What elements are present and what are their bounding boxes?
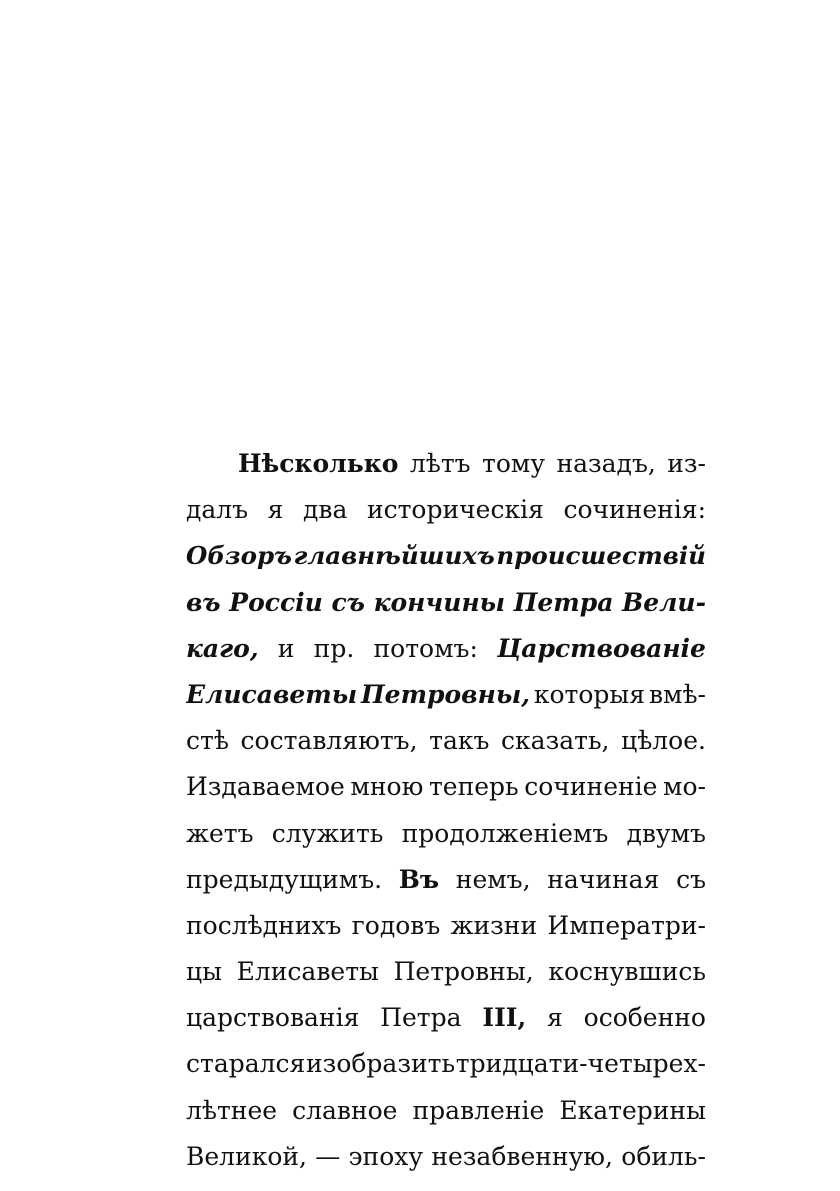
word: незабвенную,	[431, 1141, 613, 1171]
word: обиль-	[621, 1141, 706, 1171]
text-line-7	[186, 718, 706, 764]
word: Елисаветы	[236, 957, 379, 987]
word: царствованія	[186, 1003, 360, 1033]
word: славное	[292, 1095, 398, 1125]
word: я	[267, 495, 284, 525]
word: тридцати-четырех-	[455, 1049, 706, 1079]
word: кончины	[373, 587, 506, 617]
text-line-13	[186, 995, 706, 1041]
text-line-10	[186, 857, 706, 903]
word: Петра	[513, 587, 614, 617]
word: Екатерины	[559, 1095, 706, 1125]
word: цы	[186, 957, 222, 987]
word: такъ	[429, 726, 490, 756]
text-line-3	[186, 533, 706, 579]
word: которыя	[533, 679, 646, 709]
word: изобразить	[306, 1049, 456, 1079]
word: послѣднихъ	[186, 910, 342, 940]
word: Издаваемое	[186, 772, 345, 802]
word: теперь	[428, 772, 519, 802]
text-line-14	[186, 1041, 706, 1087]
word: стѣ	[186, 726, 229, 756]
word: Россіи	[229, 587, 323, 617]
text-line-2	[186, 487, 706, 533]
word: Петровны,	[361, 679, 530, 709]
word: жизни	[450, 910, 538, 940]
word: Великой,	[186, 1141, 307, 1171]
word: мною	[350, 772, 424, 802]
word: пр.	[313, 633, 355, 663]
word: и	[277, 633, 295, 663]
word: немъ,	[455, 864, 531, 894]
word: двумъ	[626, 818, 706, 848]
word: старался	[186, 1049, 306, 1079]
word: каго,	[186, 633, 259, 663]
word: правленіе	[412, 1095, 545, 1125]
text-line-4	[186, 580, 706, 626]
word: историческія	[366, 495, 544, 525]
word: Въ	[398, 864, 440, 894]
word: жетъ	[186, 818, 254, 848]
word: я	[547, 1003, 563, 1033]
word: Петровны,	[393, 957, 534, 987]
word: из-	[667, 449, 706, 478]
word: Петра	[380, 1003, 462, 1033]
text-line-11	[186, 903, 706, 949]
word: цѣлое.	[621, 726, 706, 756]
word: служить	[271, 818, 384, 848]
word: главнѣйшихъ	[293, 541, 495, 571]
word: особенно	[583, 1003, 706, 1033]
word: потомъ:	[373, 633, 478, 663]
word: въ	[186, 587, 221, 617]
text-line-1	[186, 441, 706, 487]
word: предыдущимъ.	[186, 864, 383, 894]
word: сочиненіе	[524, 772, 658, 802]
word: III,	[482, 1003, 527, 1033]
text-line-9	[186, 811, 706, 857]
word: вмѣ-	[648, 679, 706, 709]
word: лѣтнее	[186, 1095, 278, 1125]
word: годовъ	[351, 910, 441, 940]
word: назадъ,	[556, 449, 656, 478]
text-line-15	[186, 1088, 706, 1134]
word: Императри-	[547, 910, 706, 940]
word: мо-	[663, 772, 706, 802]
word: —	[315, 1141, 341, 1171]
text-line-8	[186, 764, 706, 810]
word: составляютъ,	[240, 726, 418, 756]
text-line-12	[186, 949, 706, 995]
word: съ	[331, 587, 365, 617]
word: далъ	[186, 495, 249, 525]
word: сочиненія:	[563, 495, 706, 525]
word: лѣтъ	[409, 449, 471, 478]
word: два	[303, 495, 348, 525]
word: тому	[482, 449, 546, 478]
word: Обзоръ	[186, 541, 292, 571]
word: Елисаветы	[186, 679, 358, 709]
text-line-16	[186, 1134, 706, 1180]
word: эпоху	[348, 1141, 424, 1171]
word: сказать,	[501, 726, 610, 756]
word: съ	[676, 864, 706, 894]
word: Царствованіе	[497, 633, 706, 663]
word: происшествій	[496, 541, 706, 571]
word: продолженіемъ	[401, 818, 609, 848]
body-paragraph	[186, 441, 706, 1180]
word: начиная	[547, 864, 660, 894]
word: Нѣсколько	[238, 449, 399, 478]
word: Вели-	[622, 587, 706, 617]
text-line-6	[186, 672, 706, 718]
word: коснувшись	[548, 957, 706, 987]
text-line-5	[186, 626, 706, 672]
